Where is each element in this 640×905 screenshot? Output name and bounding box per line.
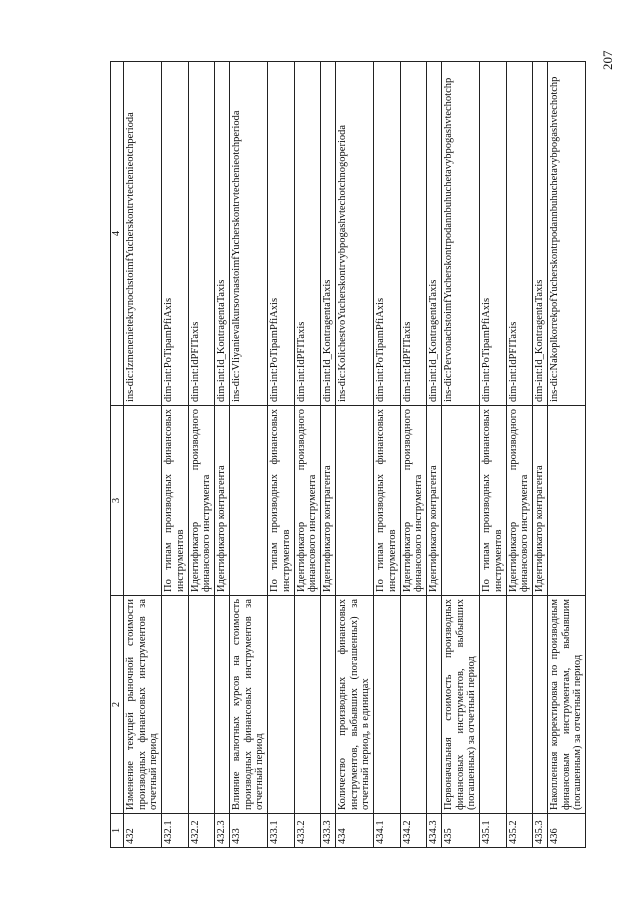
cell-c2 [215, 596, 230, 814]
cell-c3: По типам производных финансовых инструментов [374, 406, 401, 596]
cell-c4: dim-int:Id_KontragentaTaxis [215, 62, 230, 406]
cell-c4: dim-int:Id_KontragentaTaxis [427, 62, 442, 406]
cell-c1: 433 [229, 814, 267, 848]
table-row [123, 62, 161, 848]
table-row [400, 62, 427, 848]
cell-c4: ins-dic:KolichestvoYucherskontrvybpogashvtechotchnogoperioda [335, 62, 373, 406]
table-row [268, 62, 295, 848]
header-cell: 2 [111, 596, 124, 814]
cell-c4: ins-dic:IzmenenietekrynochstoimfYucherskontrvtechenieotchperioda [123, 62, 161, 406]
cell-c3: Идентификатор контрагента [321, 406, 336, 596]
cell-c3: По типам производных финансовых инструментов [162, 406, 189, 596]
cell-c1: 434.1 [374, 814, 401, 848]
cell-c2 [506, 596, 533, 814]
cell-c4: dim-int:PoTipamPfiAxis [162, 62, 189, 406]
table-row [335, 62, 373, 848]
cell-c3: Идентификатор производного финансового инструмента [400, 406, 427, 596]
cell-c3: Идентификатор производного финансового инструмента [506, 406, 533, 596]
cell-c2 [294, 596, 321, 814]
cell-c2: Изменение текущей рыночной стоимости производных финансовых инструментов за отчетный период [123, 596, 161, 814]
cell-c1: 434 [335, 814, 373, 848]
table-row [547, 62, 585, 848]
cell-c1: 434.2 [400, 814, 427, 848]
header-cell: 3 [111, 406, 124, 596]
cell-c2 [188, 596, 215, 814]
cell-c3: Идентификатор контрагента [215, 406, 230, 596]
cell-c2 [374, 596, 401, 814]
cell-c4: dim-int:IdPFITaxis [188, 62, 215, 406]
cell-c3: Идентификатор контрагента [427, 406, 442, 596]
header-row [111, 62, 124, 848]
cell-c1: 435.2 [506, 814, 533, 848]
cell-c1: 435.1 [480, 814, 507, 848]
cell-c1: 432.2 [188, 814, 215, 848]
cell-c4: ins-dic:PervonachstoimfYucherskontrpodannbuhuchetavybpogashvtechotchp [441, 62, 479, 406]
cell-c1: 432 [123, 814, 161, 848]
cell-c3 [547, 406, 585, 596]
cell-c1: 435.3 [533, 814, 548, 848]
cell-c3: Идентификатор производного финансового инструмента [188, 406, 215, 596]
data-table [110, 61, 586, 848]
cell-c4: dim-int:PoTipamPfiAxis [480, 62, 507, 406]
cell-c2: Количество производных финансовых инструментов, выбывших (погашенных) за отчетный период, в единицах [335, 596, 373, 814]
cell-c3: По типам производных финансовых инструментов [480, 406, 507, 596]
cell-c3 [441, 406, 479, 596]
cell-c2: Первоначальная стоимость производных финансовых инструментов, выбывших (погашенных) за отчетный период [441, 596, 479, 814]
table-row [321, 62, 336, 848]
header-cell: 4 [111, 62, 124, 406]
cell-c1: 432.3 [215, 814, 230, 848]
page-number: 207 [600, 50, 615, 70]
table-row [480, 62, 507, 848]
cell-c4: dim-int:IdPFITaxis [294, 62, 321, 406]
cell-c1: 435 [441, 814, 479, 848]
cell-c1: 433.2 [294, 814, 321, 848]
table-row [229, 62, 267, 848]
cell-c4: dim-int:Id_KontragentaTaxis [321, 62, 336, 406]
cell-c3 [229, 406, 267, 596]
table-row [533, 62, 548, 848]
cell-c4: dim-int:Id_KontragentaTaxis [533, 62, 548, 406]
cell-c3 [123, 406, 161, 596]
table-row [215, 62, 230, 848]
cell-c4: ins-dic:NakoplkorrekpofYucherskontrpodannbuhuchetavybpogashvtechotchp [547, 62, 585, 406]
cell-c4: dim-int:IdPFITaxis [506, 62, 533, 406]
cell-c3: Идентификатор производного финансового инструмента [294, 406, 321, 596]
cell-c4: dim-int:PoTipamPfiAxis [374, 62, 401, 406]
cell-c2 [533, 596, 548, 814]
table-row [188, 62, 215, 848]
cell-c2 [400, 596, 427, 814]
cell-c2 [427, 596, 442, 814]
cell-c3: Идентификатор контрагента [533, 406, 548, 596]
rotated-table-container [110, 62, 586, 848]
table-row [506, 62, 533, 848]
cell-c1: 434.3 [427, 814, 442, 848]
cell-c2 [268, 596, 295, 814]
cell-c4: ins-dic:VliyanievalkursovnastoimfYucherskontrvtechenieotchperioda [229, 62, 267, 406]
cell-c1: 432.1 [162, 814, 189, 848]
table-row [441, 62, 479, 848]
cell-c2 [321, 596, 336, 814]
cell-c4: dim-int:PoTipamPfiAxis [268, 62, 295, 406]
header-cell: 1 [111, 814, 124, 848]
cell-c2 [480, 596, 507, 814]
cell-c2: Накопленная корректировка по производным финансовым инструментам, выбывшим (погашенным) за отчетный период [547, 596, 585, 814]
table-row [162, 62, 189, 848]
cell-c1: 436 [547, 814, 585, 848]
table-row [374, 62, 401, 848]
table-row [427, 62, 442, 848]
table-row [294, 62, 321, 848]
cell-c3: По типам производных финансовых инструментов [268, 406, 295, 596]
table-body [123, 62, 585, 848]
cell-c3 [335, 406, 373, 596]
cell-c2: Влияние валютных курсов на стоимость производных финансовых инструментов за отчетный период [229, 596, 267, 814]
cell-c1: 433.3 [321, 814, 336, 848]
cell-c1: 433.1 [268, 814, 295, 848]
cell-c4: dim-int:IdPFITaxis [400, 62, 427, 406]
cell-c2 [162, 596, 189, 814]
